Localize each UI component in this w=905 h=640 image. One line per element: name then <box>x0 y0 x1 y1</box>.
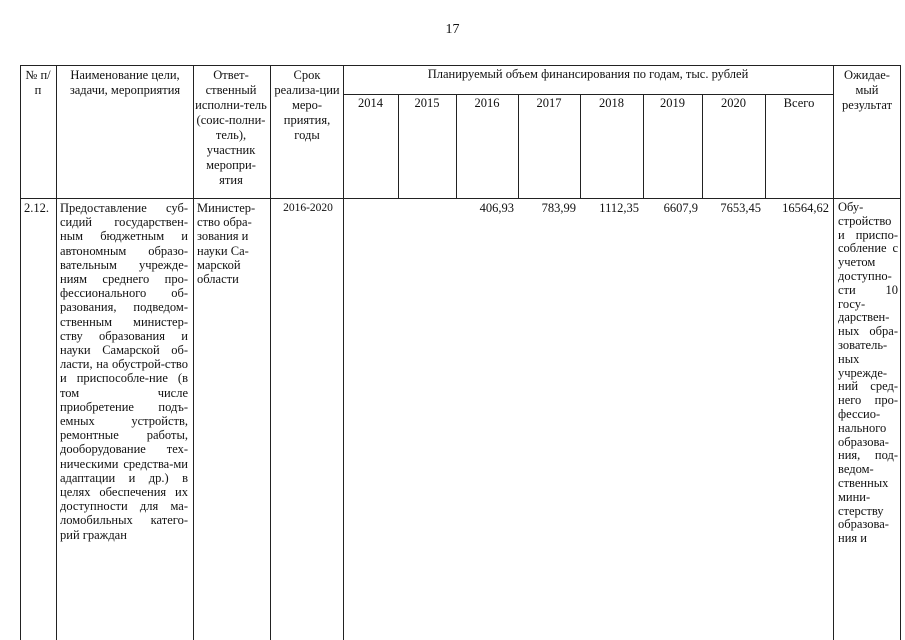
col-border-result <box>833 65 834 640</box>
year-header: 2015 <box>414 96 440 110</box>
header-name: Наименование цели, задачи, мероприятия <box>69 68 181 97</box>
header-bottom-border <box>20 198 900 199</box>
value-2020: 7653,45 <box>720 201 761 215</box>
col-border-1 <box>56 65 57 640</box>
year-header: 2016 <box>474 96 500 110</box>
col-border-2 <box>193 65 194 640</box>
header-result: Ожидае-мый результат <box>841 68 893 112</box>
col-border-end <box>900 65 901 640</box>
year-header: 2017 <box>536 96 562 110</box>
value-2019: 6607,9 <box>663 201 698 215</box>
year-header: 2019 <box>660 96 685 110</box>
row-num: 2.12. <box>24 201 49 215</box>
header-responsible: Ответ-ственный исполни-тель (соис-полни-тель), участник меропри-ятия <box>195 68 267 187</box>
years-row-border <box>343 94 833 95</box>
col-border-0 <box>20 65 21 640</box>
row-responsible: Министер-ство обра-зования и науки Са-марской области <box>197 201 256 287</box>
value-2017: 783,99 <box>541 201 576 215</box>
year-header: 2018 <box>599 96 624 110</box>
table-top-border <box>20 65 900 66</box>
year-header: 2014 <box>358 96 383 110</box>
value-2016: 406,93 <box>479 201 514 215</box>
row-result: Обу-стройство и приспо-собление с учетом доступно-сти 10 госу-дарствен-ных обра-зователь-ных учрежде-ний сред-него про-фессио-нального образова-ния, под-ведом-ственных мини-стерству образова-ния и <box>838 200 898 546</box>
page-number: 17 <box>445 22 460 37</box>
row-name: Предоставление суб-сидий государствен-ным бюджетным и автономным образо-вательным учрежде-ниям среднего про-фессионального об-разования, подведом-ственным министер-ству образования и науки Самарской об-ласти, на обустрой-ство и приспособле-ние (в том числе приобретение подъ-емных устройств, ремонтные работы, дооборудование тех-ническими средства-ми адаптации и др.) в целях обеспечения их доступности для ма-ломобильных катего-рий граждан <box>60 201 188 542</box>
value-2018: 1112,35 <box>599 201 639 215</box>
row-term: 2016-2020 <box>283 202 333 214</box>
year-header: Всего <box>783 96 815 110</box>
header-financing: Планируемый объем финансирования по годам, тыс. рублей <box>427 67 749 81</box>
year-header: 2020 <box>721 96 746 110</box>
col-border-4 <box>343 65 344 640</box>
header-term: Срок реализа-ции меро-приятия, годы <box>274 68 340 142</box>
col-border-3 <box>270 65 271 640</box>
value-total: 16564,62 <box>782 201 829 215</box>
header-num: № п/п <box>25 68 51 97</box>
